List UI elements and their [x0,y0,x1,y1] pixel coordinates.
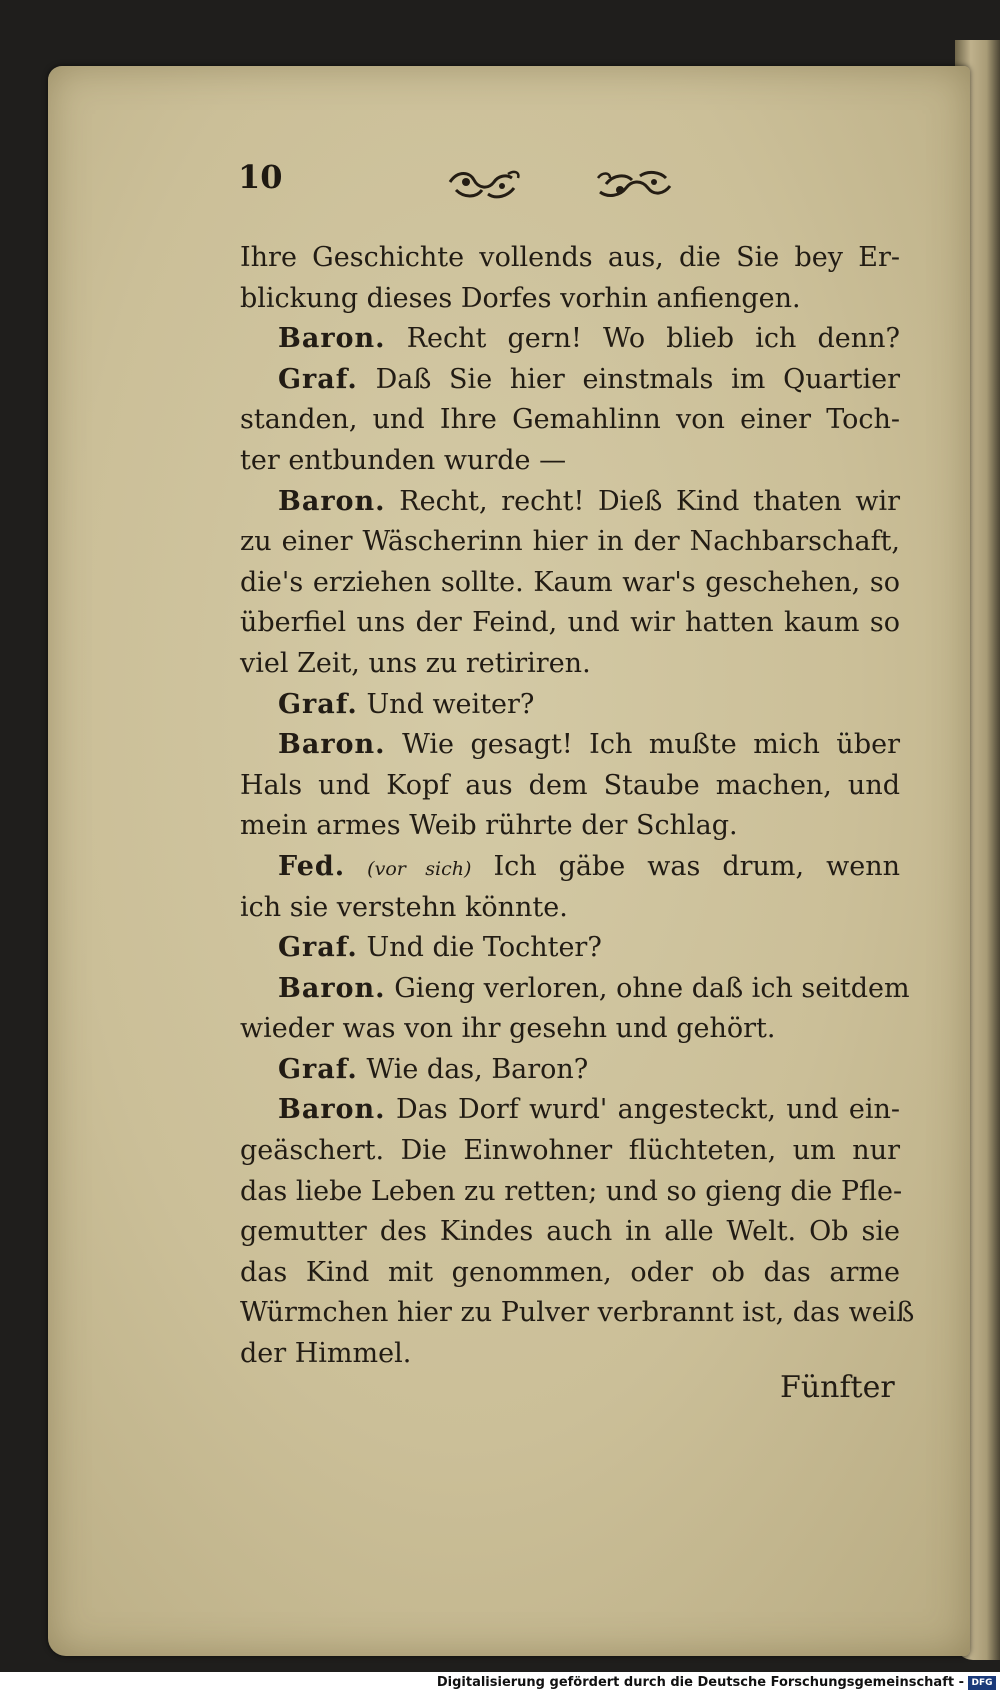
line-text: standen, und Ihre Gemahlinn von einer Toch- [240,404,900,436]
text-line [240,1090,900,1131]
line-text: gemutter des Kindes auch in alle Welt. Ob sie [240,1216,900,1248]
line-text: zu einer Wäscherinn hier in der Nachbarschaft, [240,526,900,558]
line-text: ter entbunden wurde — [240,444,567,476]
line-text: das liebe Leben zu retten; und so gieng die Pfle- [240,1175,903,1207]
line-text: Recht, recht! Dieß Kind thaten wir [399,485,900,517]
text-line [240,766,900,807]
speaker-name: Baron. [278,729,386,761]
stage-direction: (vor sich) [367,857,472,880]
text-line [240,1131,900,1172]
speaker-name: Graf. [278,363,358,395]
line-text: Ihre Geschichte vollends aus, die Sie bey Er- [240,242,900,273]
text-line [240,522,900,563]
text-line [240,928,900,969]
speaker-name: Graf. [278,688,358,720]
line-text: Daß Sie hier einstmals im Quartier [375,363,900,395]
fleuron-ornament-icon [596,168,674,204]
text-line [240,644,900,685]
text-line [240,563,900,604]
text-line [240,685,900,726]
text-line [240,441,900,482]
line-text: Wie das, Baron? [366,1053,589,1085]
line-text: Hals und Kopf aus dem Staube machen, und [240,769,900,801]
line-text: Recht gern! Wo blieb ich denn? [406,323,900,355]
line-text: geäschert. Die Einwohner flüchteten, um nur [240,1135,900,1167]
text-line [240,969,910,1010]
line-text: wieder was von ihr gesehn und gehört. [240,1013,776,1045]
text-line [240,360,900,401]
text-line [240,1334,900,1375]
text-line [240,1050,900,1091]
line-text: Und weiter? [366,688,535,720]
speaker-name: Fed. [278,850,346,882]
line-text: Gieng verloren, ohne daß ich seitdem [394,972,910,1004]
text-line [240,888,900,929]
line-text: Würmchen hier zu Pulver verbrannt ist, das weiß [240,1297,915,1329]
speaker-name: Baron. [278,972,386,1004]
digitization-footer [0,1672,1000,1696]
catchword: Fünfter [780,1370,895,1405]
text-line [240,1253,900,1294]
text-line [240,279,900,320]
line-text: das Kind mit genommen, oder ob das arme [240,1256,900,1288]
line-text: Und die Tochter? [366,932,602,964]
speaker-name: Graf. [278,1053,358,1085]
text-line [240,1293,915,1334]
page-number: 10 [238,158,283,196]
text-line [240,603,900,644]
line-text: viel Zeit, uns zu retiriren. [240,647,591,679]
line-text: der Himmel. [240,1338,412,1370]
footer-credit: Digitalisierung gefördert durch die Deutsche Forschungsgemeinschaft - [436,1675,964,1690]
text-line [240,1172,903,1213]
speaker-name: Graf. [278,932,358,964]
text-line [240,482,900,523]
text-line [240,400,900,441]
speaker-name: Baron. [278,323,386,355]
line-text: blickung dieses Dorfes vorhin anfiengen. [240,282,801,314]
line-text: Das Dorf wurd' angesteckt, und ein- [395,1094,900,1126]
text-line [240,319,900,360]
body-text [240,238,915,1375]
line-text: mein armes Weib rührte der Schlag. [240,810,738,842]
text-line [240,725,900,766]
text-line [240,238,900,279]
text-line [240,806,900,847]
text-line [240,1212,900,1253]
dfg-logo: DFG [968,1676,996,1690]
text-line [240,1009,900,1050]
text-line [240,847,900,888]
line-text: überfiel uns der Feind, und wir hatten kaum so [240,607,900,639]
speaker-name: Baron. [278,1094,386,1126]
fleuron-ornament-icon [448,168,522,204]
line-text: ich sie verstehn könnte. [240,891,568,923]
speaker-name: Baron. [278,485,386,517]
line-text: Ich gäbe was drum, wenn [493,850,900,882]
line-text: die's erziehen sollte. Kaum war's geschehen, so [240,566,900,598]
line-text: Wie gesagt! Ich mußte mich über [402,729,900,761]
